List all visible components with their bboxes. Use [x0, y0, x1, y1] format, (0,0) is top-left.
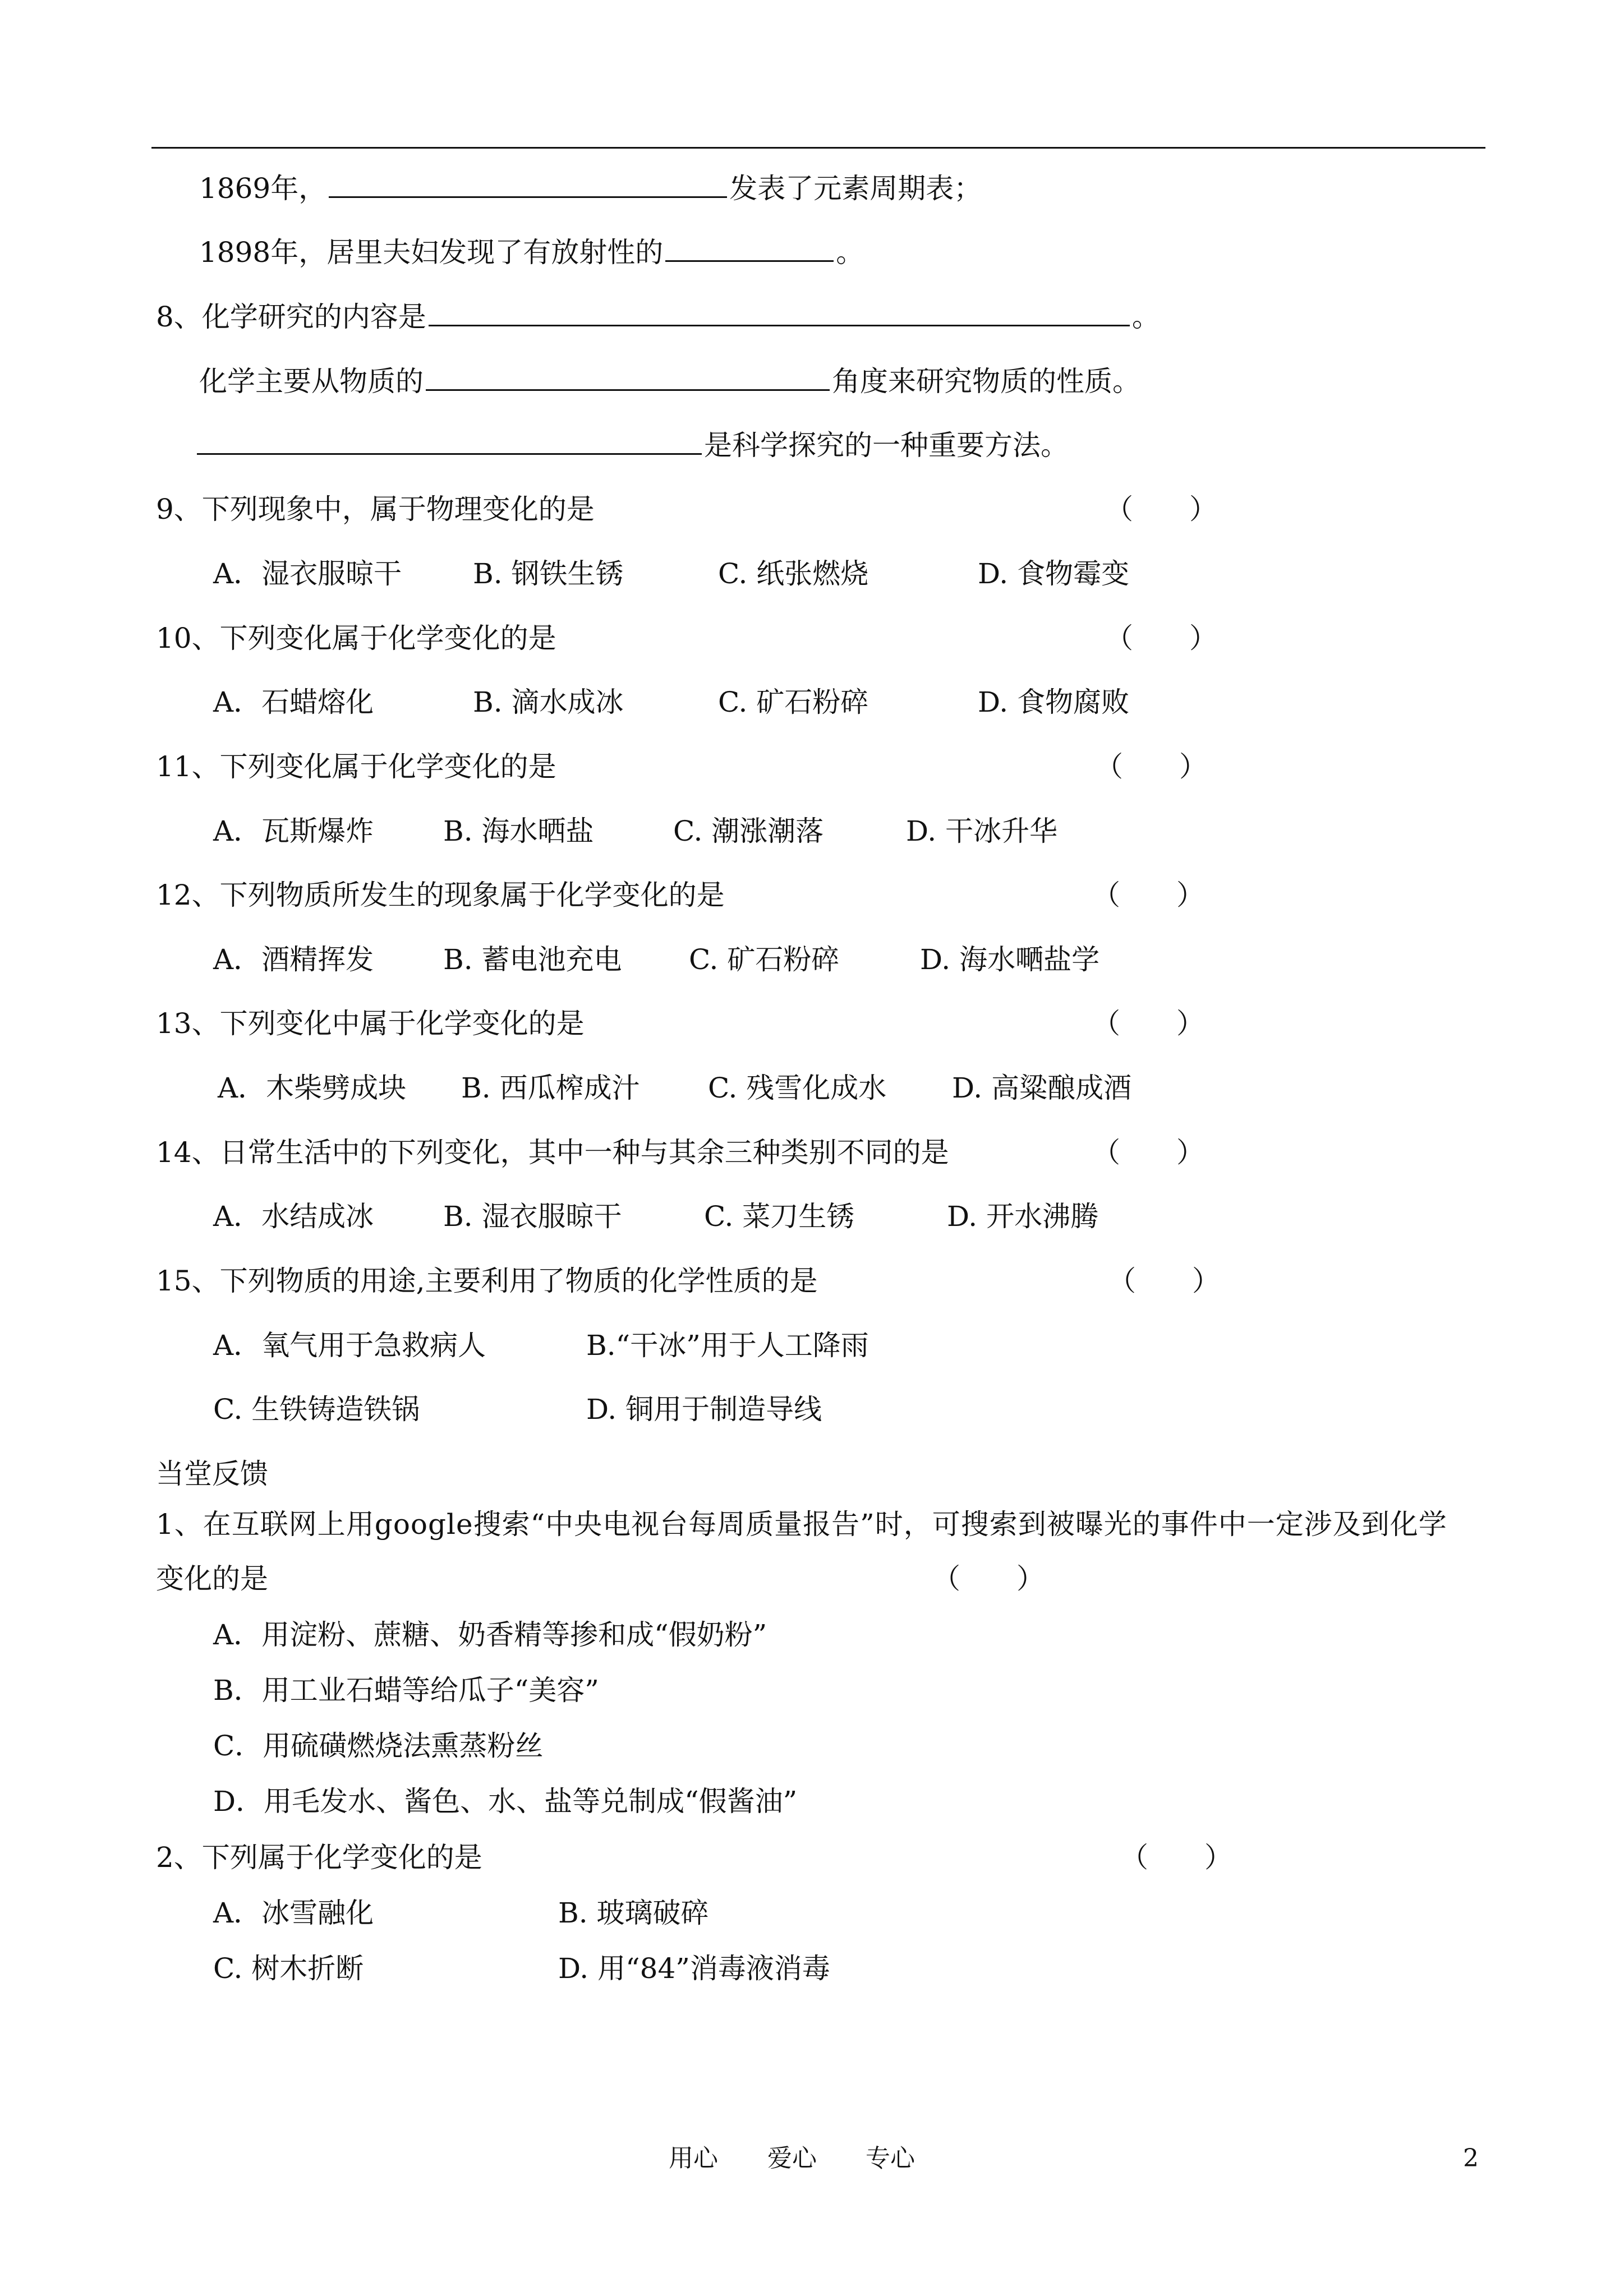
option-b: B. 湿衣服晾干: [443, 1200, 622, 1233]
option-b: B．用工业石蜡等给瓜子“美容”: [213, 1674, 599, 1707]
question-15-stem: 15、下列物质的用途,主要利用了物质的化学性质的是: [156, 1265, 818, 1297]
option-b: B. 海水晒盐: [443, 815, 594, 847]
option-c: C. 生铁铸造铁锅: [213, 1393, 420, 1426]
question-9-stem: 9、下列现象中，属于物理变化的是: [156, 493, 595, 525]
answer-paren: （ ）: [1108, 1265, 1220, 1297]
text: 。: [1131, 301, 1160, 333]
answer-blank: [665, 236, 834, 262]
answer-paren: （ ）: [1120, 1841, 1232, 1874]
option-c: C. 菜刀生锈: [704, 1200, 855, 1233]
option-a: A．冰雪融化: [213, 1897, 374, 1929]
option-d: D. 铜用于制造导线: [586, 1393, 822, 1426]
option-d: D. 高粱酿成酒: [952, 1072, 1132, 1104]
option-a: A．酒精挥发: [213, 943, 374, 976]
answer-blank: [426, 365, 830, 391]
answer-paren: （ ）: [932, 1562, 1045, 1595]
question-14-stem: 14、日常生活中的下列变化，其中一种与其余三种类别不同的是: [156, 1136, 949, 1169]
feedback-question-1-line-1: 1、在互联网上用google搜索“中央电视台每周质量报告”时，可搜索到被曝光的事件中一定涉及到化学: [156, 1508, 1447, 1541]
option-c: C. 潮涨潮落: [673, 815, 824, 847]
answer-paren: （ ）: [1105, 493, 1217, 525]
option-c: C. 纸张燃烧: [718, 557, 869, 590]
answer-paren: （ ）: [1095, 750, 1207, 783]
text: 。: [836, 236, 864, 269]
text: 1869年，: [199, 172, 327, 205]
option-b: B. 钢铁生锈: [473, 557, 624, 590]
option-c: C. 树木折断: [213, 1952, 364, 1985]
footer-word: 用心: [669, 2144, 718, 2173]
option-b: B. 玻璃破碎: [558, 1897, 709, 1929]
option-c: C. 残雪化成水: [708, 1072, 887, 1104]
option-b: B. 滴水成冰: [473, 686, 624, 718]
answer-paren: （ ）: [1105, 622, 1217, 654]
answer-blank: [429, 300, 1130, 326]
option-c: C. 矿石粉碎: [689, 943, 840, 976]
answer-paren: （ ）: [1092, 1136, 1204, 1169]
option-c: C．用硫磺燃烧法熏蒸粉丝: [213, 1730, 544, 1762]
option-d: D．用毛发水、酱色、水、盐等兑制成“假酱油”: [213, 1785, 798, 1818]
text: 角度来研究物质的性质。: [832, 365, 1140, 398]
footer-word: 专心: [866, 2144, 915, 2173]
question-8-angle: [199, 365, 1140, 398]
option-a: A．瓦斯爆炸: [213, 815, 374, 847]
option-a: A．水结成冰: [213, 1200, 374, 1233]
text: 是科学探究的一种重要方法。: [704, 429, 1069, 462]
question-8: [156, 300, 1160, 334]
answer-blank: [197, 428, 702, 455]
answer-paren: （ ）: [1092, 879, 1204, 911]
question-10-stem: 10、下列变化属于化学变化的是: [156, 622, 556, 654]
option-a: A．用淀粉、蔗糖、奶香精等掺和成“假奶粉”: [213, 1619, 767, 1651]
text: 化学主要从物质的: [199, 365, 424, 398]
option-d: D. 用“84”消毒液消毒: [558, 1952, 830, 1985]
option-a: A．石蜡熔化: [213, 686, 374, 718]
header-rule: [151, 147, 1485, 149]
option-d: D. 食物霉变: [978, 557, 1130, 590]
answer-blank: [329, 172, 727, 198]
question-8-method: [197, 428, 1069, 462]
footer-word: 爱心: [767, 2144, 817, 2173]
option-a: A．氧气用于急救病人: [213, 1329, 486, 1362]
question-11-stem: 11、下列变化属于化学变化的是: [156, 750, 556, 783]
option-b: B. 西瓜榨成汁: [461, 1072, 640, 1104]
option-a: A．木柴劈成块: [218, 1072, 407, 1104]
question-12-stem: 12、下列物质所发生的现象属于化学变化的是: [156, 879, 725, 911]
line-1869: [199, 172, 982, 205]
text: 8、化学研究的内容是: [156, 301, 426, 333]
option-b: B.“干冰”用于人工降雨: [586, 1329, 869, 1362]
option-d: D. 食物腐败: [978, 686, 1130, 718]
page-number: 2: [1463, 2144, 1479, 2173]
answer-paren: （ ）: [1092, 1007, 1204, 1040]
line-1898: [199, 236, 864, 269]
option-d: D. 海水嗮盐学: [920, 943, 1100, 976]
text: 发表了元素周期表；: [729, 172, 982, 205]
text: 1898年，居里夫妇发现了有放射性的: [199, 236, 664, 269]
question-13-stem: 13、下列变化中属于化学变化的是: [156, 1007, 585, 1040]
option-c: C. 矿石粉碎: [718, 686, 869, 718]
section-title: 当堂反馈: [156, 1458, 268, 1490]
option-b: B. 蓄电池充电: [443, 943, 622, 976]
option-d: D. 开水沸腾: [947, 1200, 1099, 1233]
feedback-question-1-line-2: 变化的是: [156, 1562, 268, 1595]
option-d: D. 干冰升华: [906, 815, 1058, 847]
feedback-question-2-stem: 2、下列属于化学变化的是: [156, 1841, 482, 1874]
option-a: A．湿衣服晾干: [213, 557, 402, 590]
